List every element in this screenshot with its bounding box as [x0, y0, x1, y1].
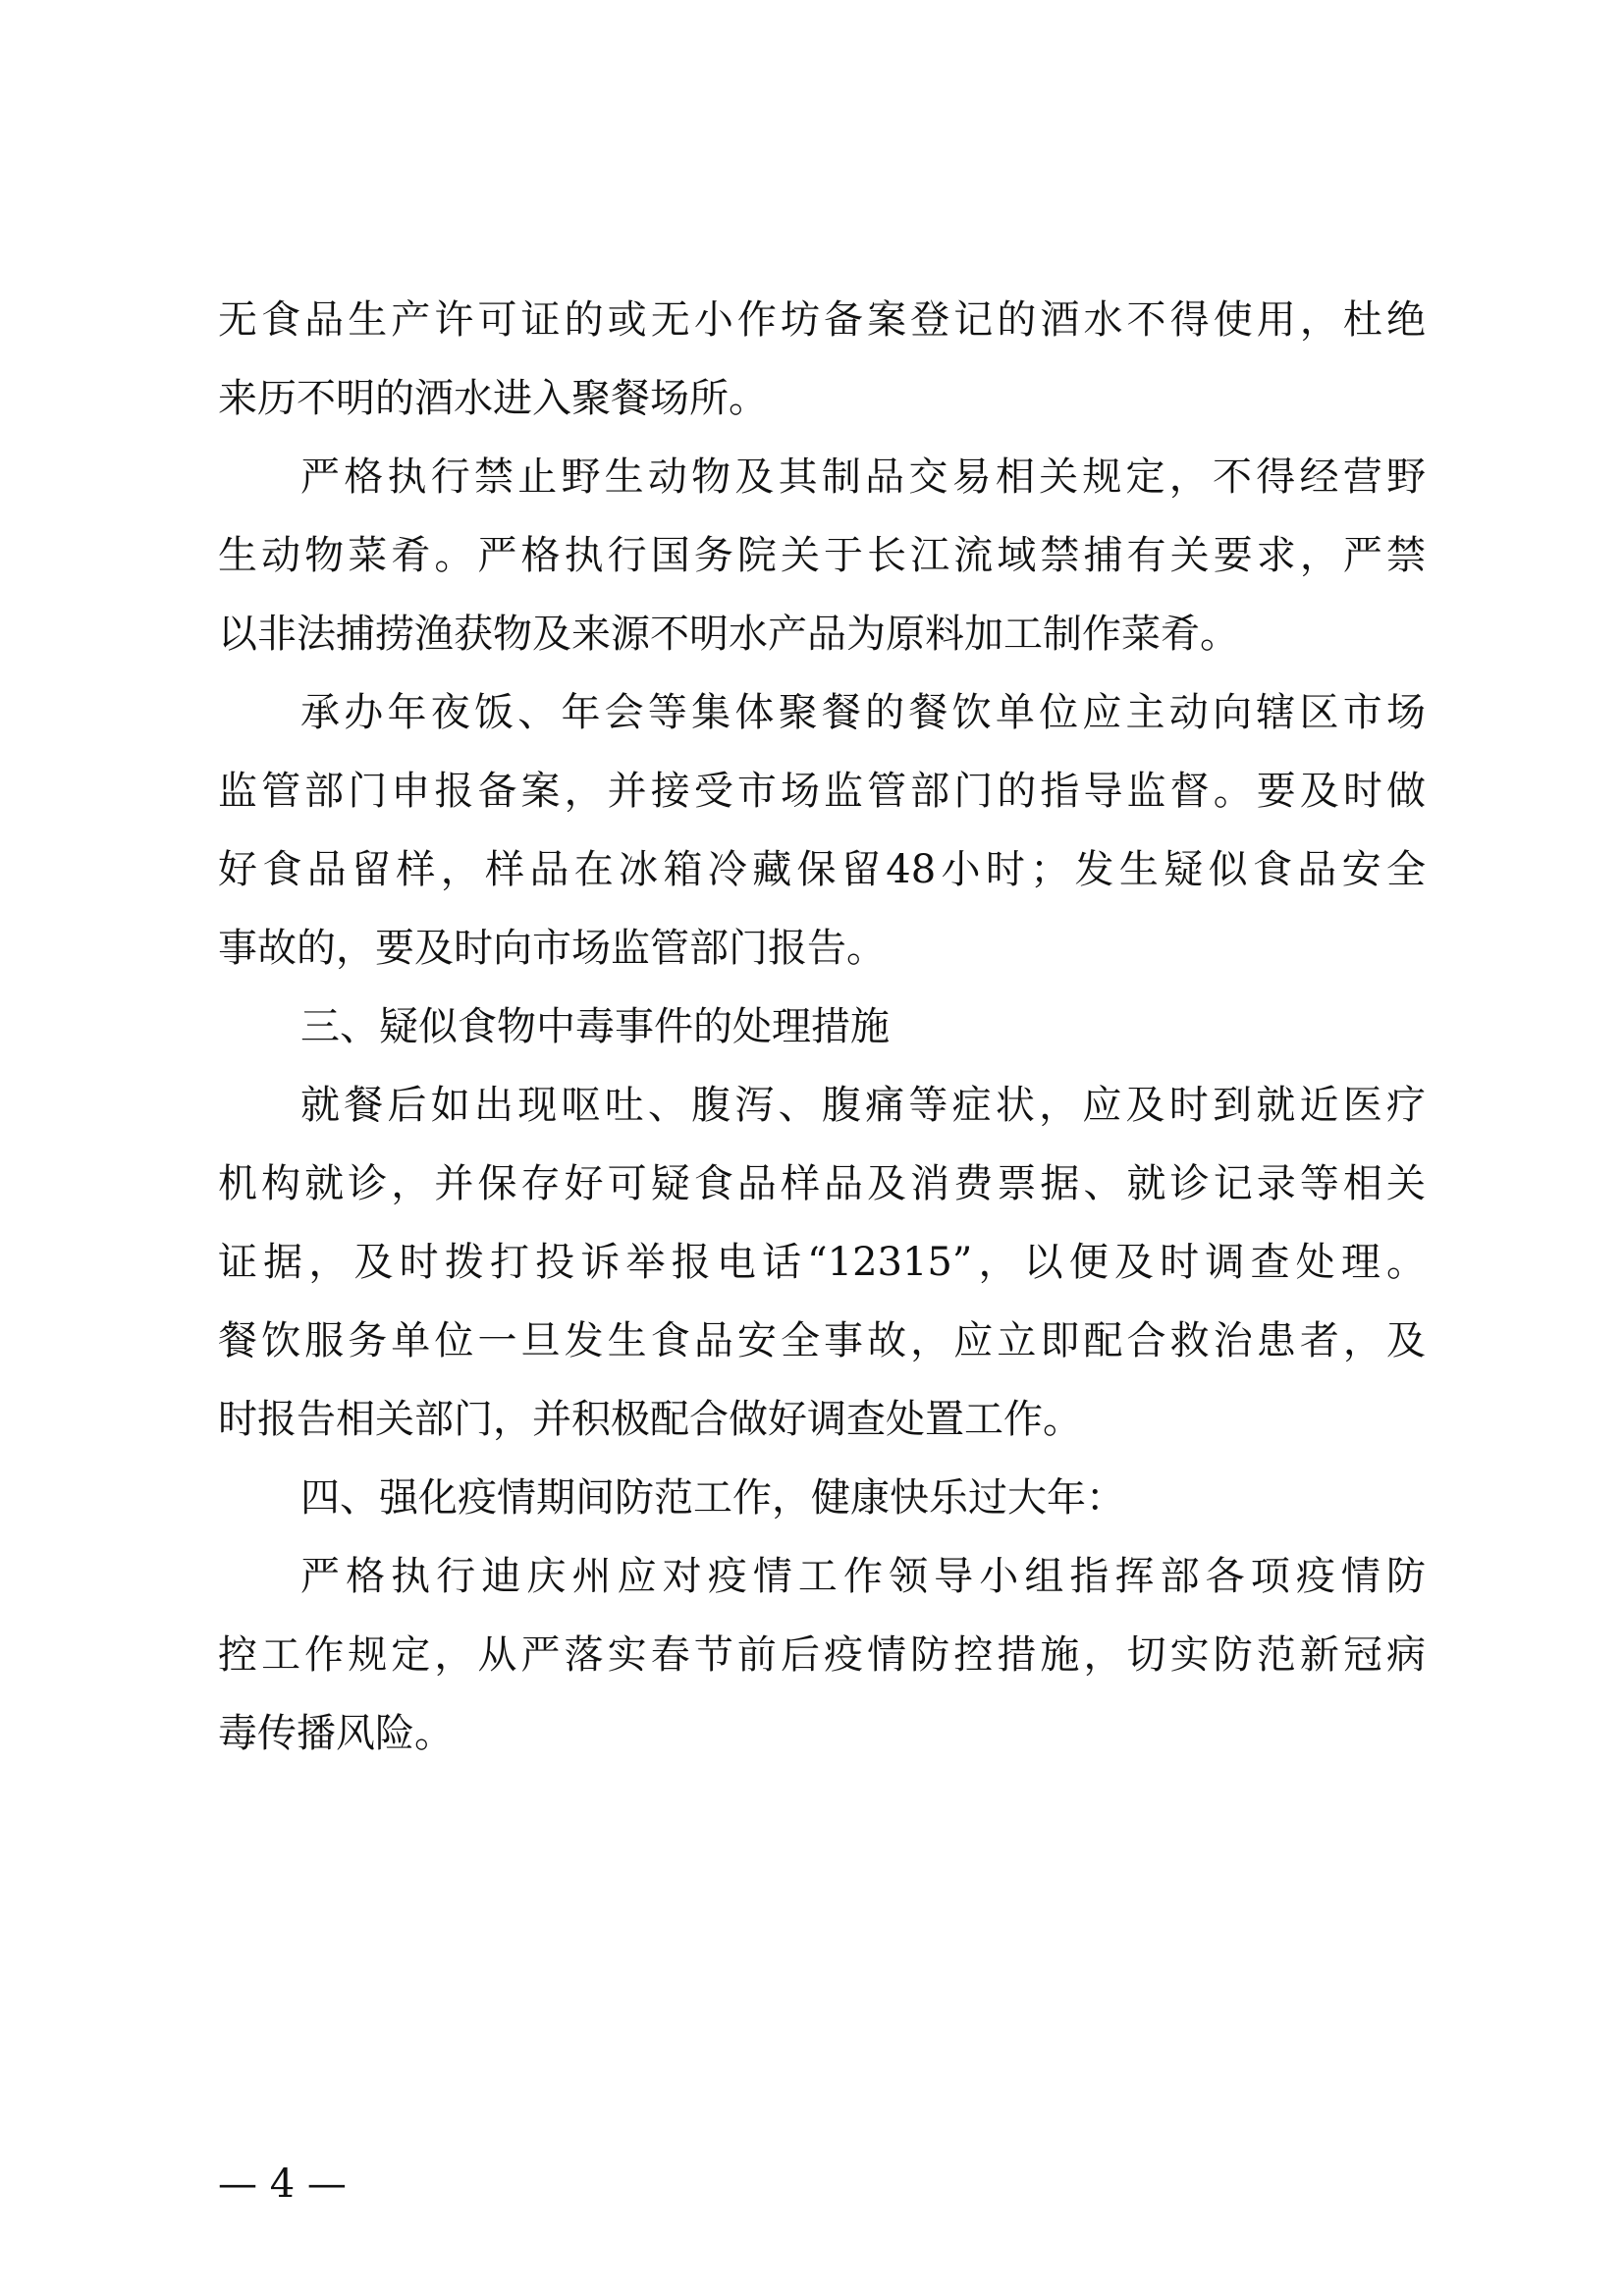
- text-line: 事故的，要及时向市场监管部门报告。: [218, 926, 886, 971]
- text-line: 餐饮服务单位一旦发生食品安全事故，应立即配合救治患者，及: [218, 1318, 1426, 1363]
- text-line: 来历不明的酒水进入聚餐场所。: [218, 376, 768, 421]
- page-number: — 4 —: [218, 2162, 347, 2207]
- text-line: 无食品生产许可证的或无小作坊备案登记的酒水不得使用，杜绝: [218, 297, 1426, 343]
- text-line: 证据，及时拨打投诉举报电话“12315”，以便及时调查处理。: [218, 1240, 1426, 1285]
- text-line: 毒传播风险。: [218, 1711, 454, 1756]
- paragraph-start-line: 就餐后如出现呕吐、腹泻、腹痛等症状，应及时到就近医疗: [300, 1083, 1426, 1128]
- text-line: 好食品留样，样品在冰箱冷藏保留48小时；发生疑似食品安全: [218, 847, 1426, 892]
- text-line: 时报告相关部门，并积极配合做好调查处置工作。: [218, 1397, 1082, 1442]
- text-line: 机构就诊，并保存好可疑食品样品及消费票据、就诊记录等相关: [218, 1161, 1426, 1206]
- paragraph-start-line: 承办年夜饭、年会等集体聚餐的餐饮单位应主动向辖区市场: [300, 690, 1426, 735]
- paragraph-start-line: 严格执行禁止野生动物及其制品交易相关规定，不得经营野: [300, 454, 1426, 500]
- text-line: 生动物菜肴。严格执行国务院关于长江流域禁捕有关要求，严禁: [218, 533, 1426, 578]
- section-heading: 三、疑似食物中毒事件的处理措施: [300, 1004, 890, 1049]
- section-heading: 四、强化疫情期间防范工作，健康快乐过大年：: [300, 1475, 1125, 1521]
- text-line: 以非法捕捞渔获物及来源不明水产品为原料加工制作菜肴。: [218, 612, 1239, 657]
- text-line: 监管部门申报备案，并接受市场监管部门的指导监督。要及时做: [218, 769, 1426, 814]
- document-body: [218, 297, 1426, 1756]
- text-line: 控工作规定，从严落实春节前后疫情防控措施，切实防范新冠病: [218, 1632, 1426, 1678]
- paragraph-start-line: 严格执行迪庆州应对疫情工作领导小组指挥部各项疫情防: [300, 1554, 1426, 1599]
